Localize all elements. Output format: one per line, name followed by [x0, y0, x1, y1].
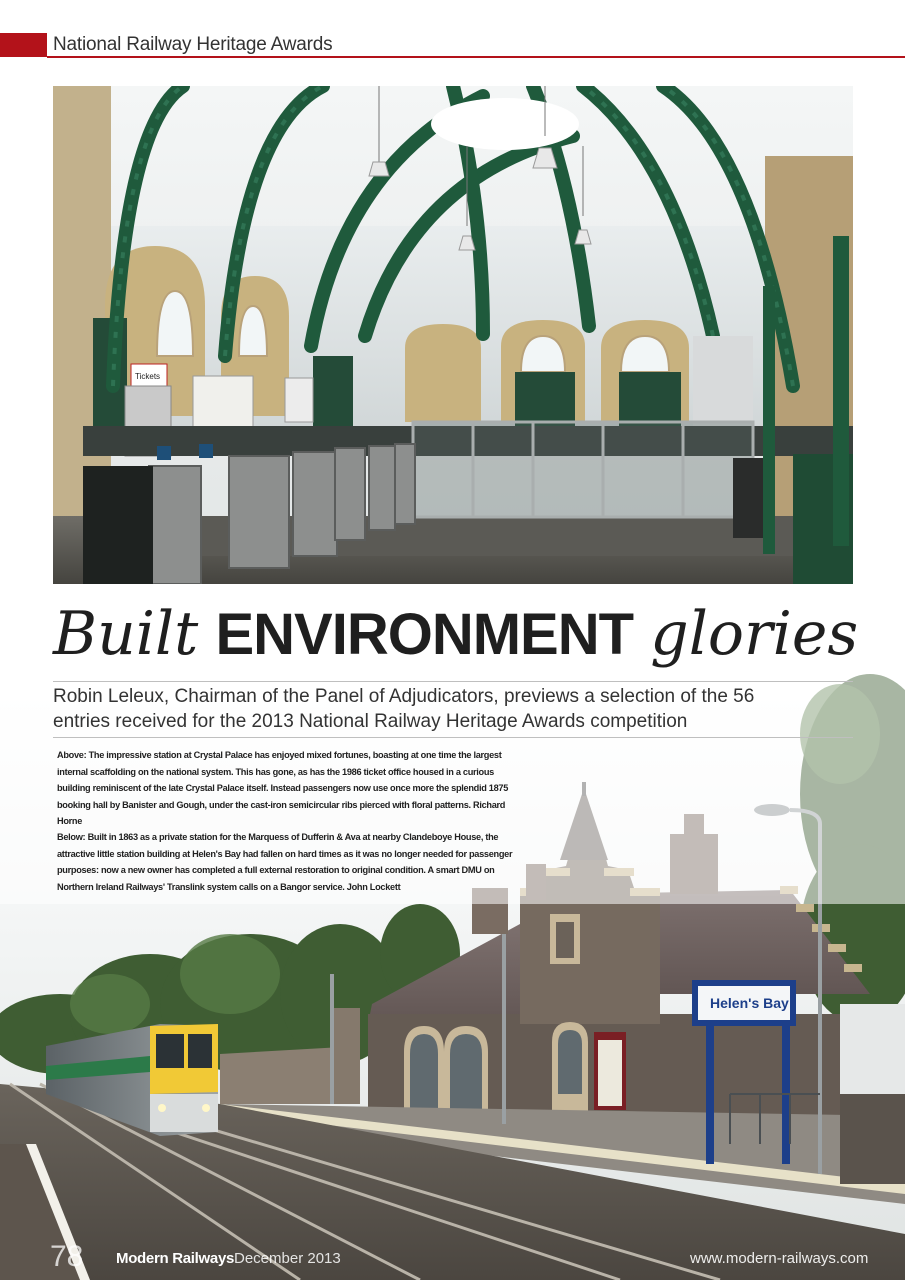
page-footer [0, 1240, 905, 1280]
header-accent-block [0, 33, 47, 57]
standfirst-rule-bottom [53, 737, 853, 738]
magazine-name: Modern Railways [116, 1250, 235, 1267]
station-sign-text: Helen's Bay [710, 995, 789, 1011]
running-header [0, 33, 905, 59]
caption-above: Above: The impressive station at Crystal Palace has enjoyed mixed fortunes, boasting at one time the largest internal scaffolding on the national system. This has gone, as has the 1986 ticket office housed in a curious building reminiscent of the late Crystal Palace itself. Instead passengers now use once more the splendid 1875 booking hall by Banister and Gough, under the cast-iron semicircular ribs pierced with floral patterns. Richard Horne [57, 750, 509, 826]
article-standfirst: Robin Leleux, Chairman of the Panel of Adjudicators, previews a selection of the 56 entries received for the 2013 National Railway Heritage Awards competition [53, 686, 755, 732]
section-title: National Railway Heritage Awards [53, 34, 333, 55]
standfirst-rule-top [53, 681, 853, 682]
issue-date: December 2013 [234, 1250, 341, 1267]
crystal-palace-booking-hall-photo [53, 86, 853, 584]
caption-below: Below: Built in 1863 as a private station for the Marquess of Dufferin & Ava at nearby Clandeboye House, the attractive little station building at Helen's Bay had fallen on hard times as it was no longer needed for passenger purposes: now a new owner has completed a full external restoration to original condition. A smart DMU on Northern Ireland Railways' Translink system calls on a Bangor service. John Lockett [57, 832, 513, 892]
headline-word-built: Built [53, 599, 199, 669]
website-link[interactable]: www.modern-railways.com [690, 1250, 869, 1267]
header-rule [47, 56, 905, 58]
tickets-sign-text: Tickets [135, 372, 161, 381]
headline-word-environment: ENVIRONMENT [215, 602, 634, 667]
article-headline [53, 592, 859, 676]
headline-word-glories: glories [650, 599, 859, 669]
page-number: 78 [50, 1240, 84, 1273]
